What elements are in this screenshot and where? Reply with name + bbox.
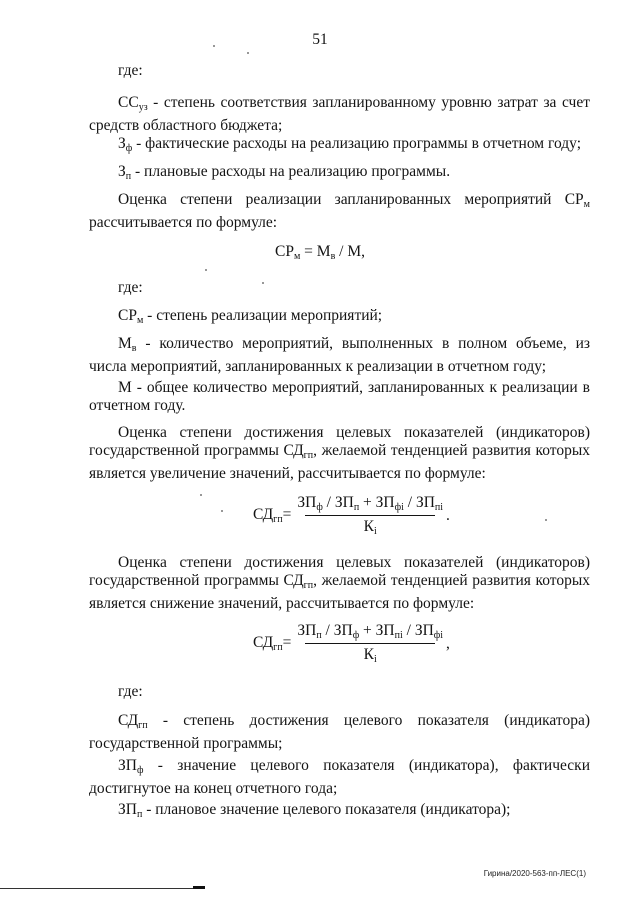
- formula-sd-increase: $СД_{гп}=$ $\frac{ЗП_ф / ЗП_п + ЗП_{фi} / ЗП_{пi}}{К_i}$ .: [253, 494, 450, 537]
- footer-document-code: Гирина/2020-563-пп-ЛЕС(1): [483, 869, 586, 878]
- where-label-1: где:: [118, 62, 143, 79]
- bottom-divider-mark: [193, 886, 205, 889]
- scan-speck: [247, 52, 249, 54]
- scan-speck: [221, 510, 223, 512]
- definition-ss-uz: $СС_{уз}$ - степень соответствия запланированному уровню затрат за счет средств областного бюджета;: [89, 94, 590, 134]
- formula-srm: $СР_м = М_в / М$,: [274, 243, 366, 262]
- definition-sd-gp: $СД_{гп}$ - степень достижения целевого показателя (индикатора) государственной программы;: [89, 712, 590, 752]
- paragraph-sd-increase: Оценка степени достижения целевых показателей (индикаторов) государственной программы $СД_{гп}$, желаемой тенденцией развития которых является увеличение значений, рассчитывается по формуле:: [89, 424, 590, 482]
- paragraph-sd-decrease: Оценка степени достижения целевых показателей (индикаторов) государственной программы $СД_{гп}$, желаемой тенденцией развития которых является снижение значений, рассчитывается по формуле:: [89, 554, 590, 612]
- where-label-2: где:: [118, 279, 143, 296]
- scan-speck: [200, 494, 202, 496]
- definition-z-f: $З_ф$ - фактические расходы на реализацию программы в отчетном году;: [118, 135, 582, 154]
- definition-mv: $М_в$ - количество мероприятий, выполненных в полном объеме, из числа мероприятий, запланированных к реализации в отчетном году;: [89, 335, 590, 375]
- scan-speck: [262, 282, 264, 284]
- where-label-3: где:: [118, 683, 143, 700]
- formula-sd-decrease: $СД_{гп}=$ $\frac{ЗП_п / ЗП_ф + ЗП_{пi} / ЗП_{фi}}{К_i}$ ,: [253, 622, 450, 665]
- definition-z-p: $З_п$ - плановые расходы на реализацию программы.: [118, 163, 451, 182]
- scan-speck: [545, 519, 547, 521]
- page-number: 51: [312, 31, 328, 48]
- scan-speck: [213, 45, 215, 47]
- scan-speck: [205, 269, 207, 271]
- paragraph-srm-intro: Оценка степени реализации запланированных мероприятий $СР_м$ рассчитывается по формуле:: [89, 191, 590, 231]
- definition-zp-f: $ЗП_ф$ - значение целевого показателя (индикатора), фактически достигнутое на конец отчетного года;: [89, 757, 590, 797]
- definition-zp-p: $ЗП_п$ - плановое значение целевого показателя (индикатора);: [118, 801, 511, 820]
- definition-m: М - общее количество мероприятий, запланированных к реализации в отчетном году.: [89, 379, 590, 414]
- bottom-divider-line: [0, 888, 205, 889]
- definition-srm: $СР_м$ - степень реализации мероприятий;: [118, 307, 383, 326]
